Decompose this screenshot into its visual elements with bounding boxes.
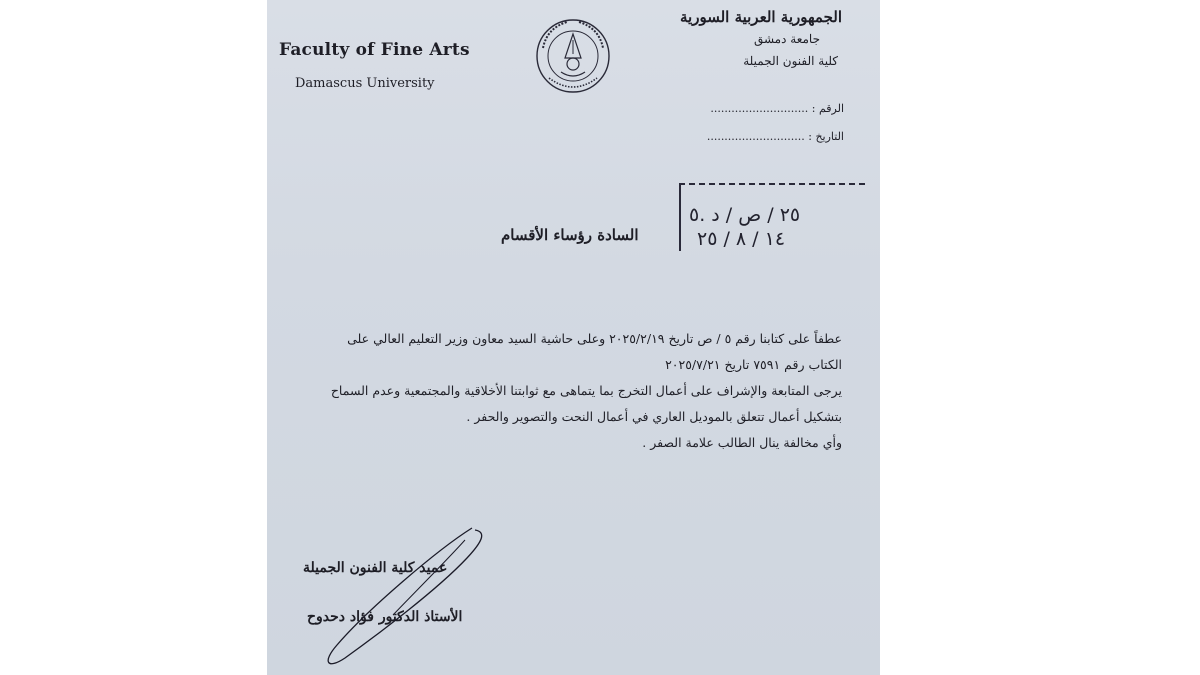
- stamp-reference: ٢٥ / ص / د .٥: [689, 204, 801, 226]
- reference-date-value: : ............................: [706, 130, 812, 143]
- signatory-title: عميد كلية الفنون الجميلة: [303, 560, 448, 576]
- faculty-name-arabic: كلية الفنون الجميلة: [743, 54, 838, 68]
- body-line: وأي مخالفة ينال الطالب علامة الصفر .: [642, 435, 842, 450]
- letter-body: [321, 326, 842, 456]
- university-seal-icon: [535, 18, 611, 94]
- stamp-date: ١٤ / ٨ / ٢٥: [697, 228, 786, 250]
- reference-number-value: : ............................: [710, 102, 816, 115]
- reference-number-label: الرقم: [818, 102, 844, 115]
- signatory-name: الأستاذ الدكتور فؤاد دحدوح: [307, 609, 463, 625]
- handwritten-signature: [297, 520, 517, 675]
- university-name-english: Damascus University: [295, 76, 435, 91]
- letter-addressee: السادة رؤساء الأقسام: [501, 226, 639, 244]
- letter-page: [267, 0, 880, 675]
- body-line: الكتاب رقم ٧٥٩١ تاريخ ٢٠٢٥/٧/٢١: [665, 357, 842, 372]
- body-line: عطفاً على كتابنا رقم ٥ / ص تاريخ ٢٠٢٥/٢/١٩ وعلى حاشية السيد معاون وزير التعليم العالي على: [347, 331, 842, 346]
- faculty-name-english: Faculty of Fine Arts: [279, 40, 470, 60]
- reference-date-label: التاريخ: [815, 130, 844, 143]
- body-line: بتشكيل أعمال تتعلق بالموديل العاري في أعمال النحت والتصوير والحفر .: [466, 409, 842, 424]
- reference-date: [707, 130, 844, 143]
- body-line: يرجى المتابعة والإشراف على أعمال التخرج بما يتماهى مع ثوابتنا الأخلاقية والمجتمعية وعدم السماح: [330, 383, 842, 398]
- university-name-arabic: جامعة دمشق: [753, 32, 820, 46]
- republic-name-arabic: الجمهورية العربية السورية: [680, 8, 842, 26]
- reference-number: [710, 102, 844, 115]
